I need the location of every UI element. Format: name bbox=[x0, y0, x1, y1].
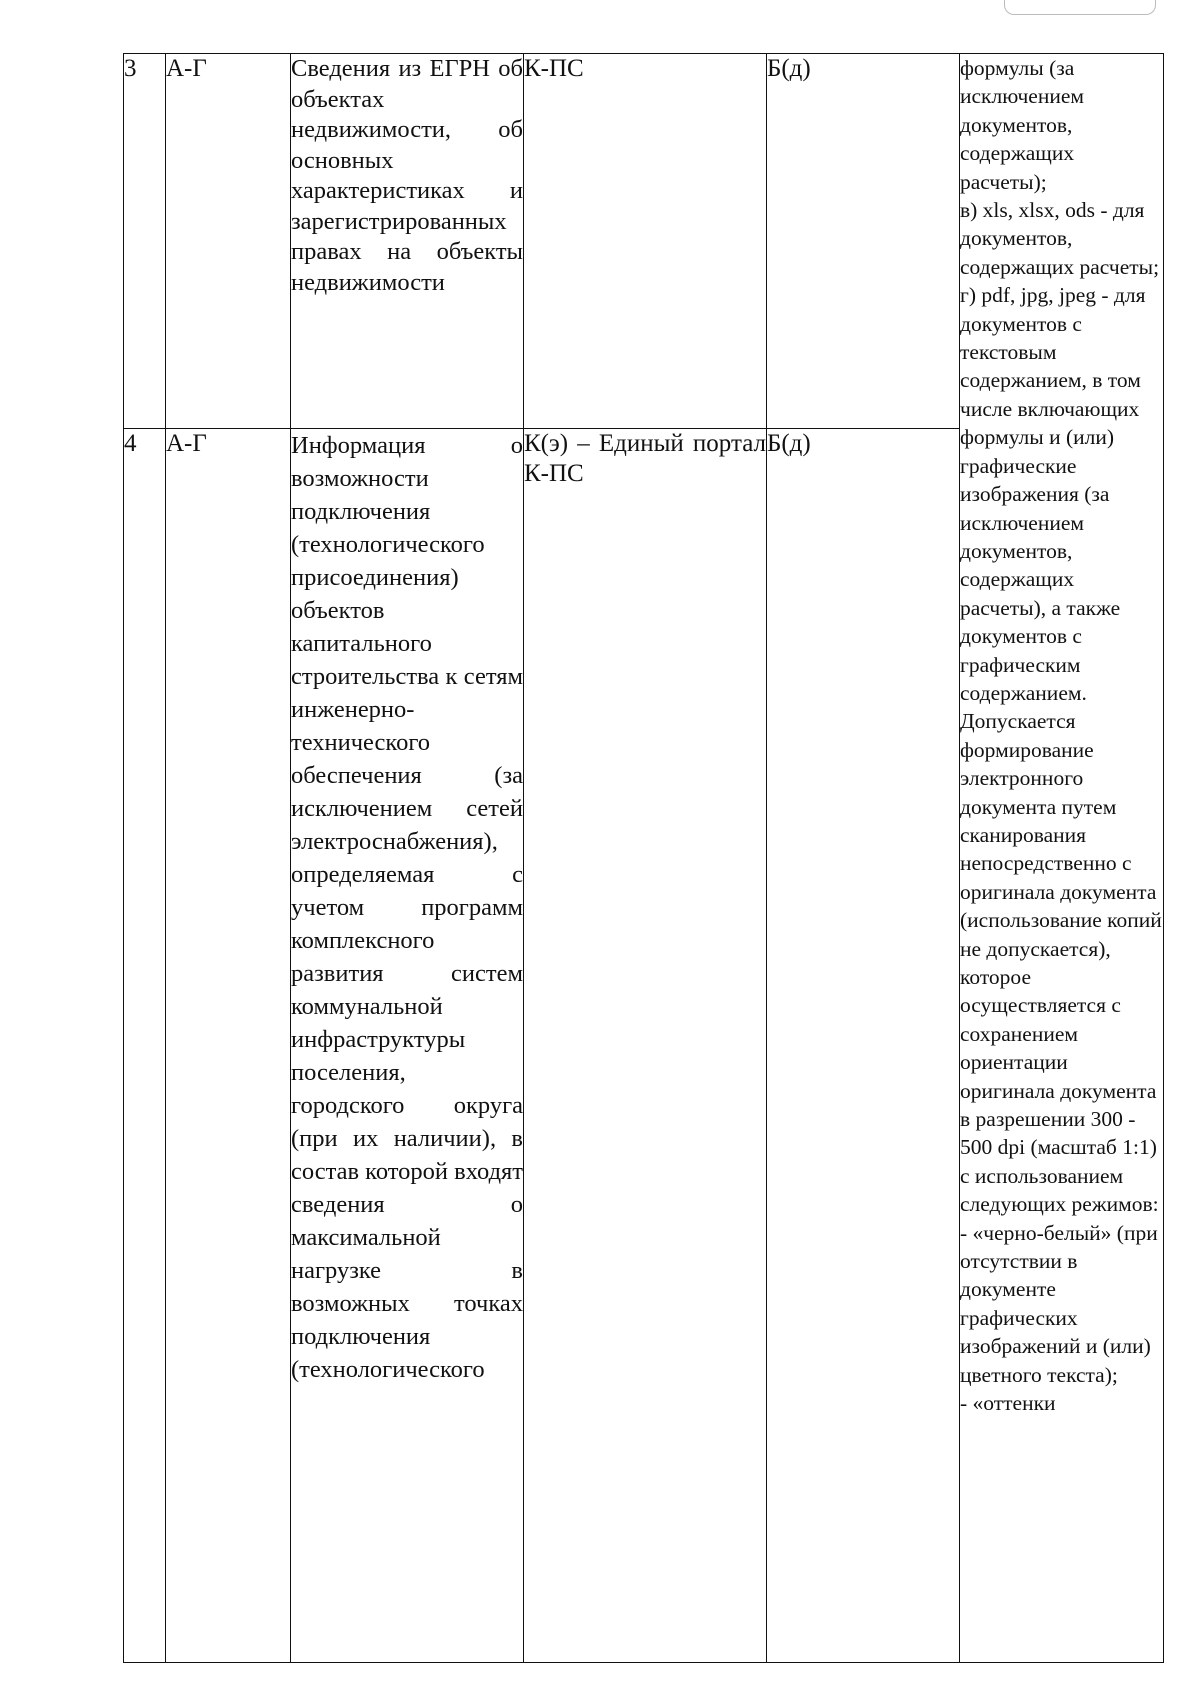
document-description: Информация о возможности подключения (технологического присоединения) объектов капитального строительства к сетям инженерно-технического обеспечения (за исключением сетей электроснабжения), определяемая с учетом программ комплексного развития систем коммунальной инфраструктуры поселения, городского округа (при их наличии), в состав которой входят сведения о максимальной нагрузке в возможных точках подключения (технологического bbox=[291, 429, 524, 1663]
channel-line: К-ПС bbox=[524, 460, 584, 487]
applicant-category: А-Г bbox=[166, 429, 291, 1663]
channel-line: К(э) – Единый портал bbox=[524, 430, 766, 457]
row-number: 4 bbox=[124, 429, 166, 1663]
document-description: Сведения из ЕГРН об объектах недвижимости, об основных характеристиках и зарегистрированных правах на объекты недвижимости bbox=[291, 54, 524, 429]
document-form: Б(д) bbox=[767, 429, 960, 1663]
delivery-channel bbox=[524, 429, 767, 1663]
row-number: 3 bbox=[124, 54, 166, 429]
table-row bbox=[124, 54, 1164, 429]
delivery-channel bbox=[524, 54, 767, 429]
applicant-category: А-Г bbox=[166, 54, 291, 429]
page-corner-mark bbox=[1004, 0, 1156, 15]
channel-line: К-ПС bbox=[524, 55, 584, 82]
document-form: Б(д) bbox=[767, 54, 960, 429]
document-table bbox=[123, 53, 1164, 1663]
format-requirements: формулы (за исключением документов, содержащих расчеты); в) xls, xlsx, ods - для документов, содержащих расчеты; г) pdf, jpg, jpeg - для документов с текстовым содержанием, в том числе включающих формулы и (или) графические изображения (за исключением документов, содержащих расчеты), а также документов с графическим содержанием. Допускается формирование электронного документа путем сканирования непосредственно с оригинала документа (использование копий не допускается), которое осуществляется с сохранением ориентации оригинала документа в разрешении 300 - 500 dpi (масштаб 1:1) с использованием следующих режимов: - «черно-белый» (при отсутствии в документе графических изображений и (или) цветного текста); - «оттенки bbox=[960, 54, 1164, 1663]
